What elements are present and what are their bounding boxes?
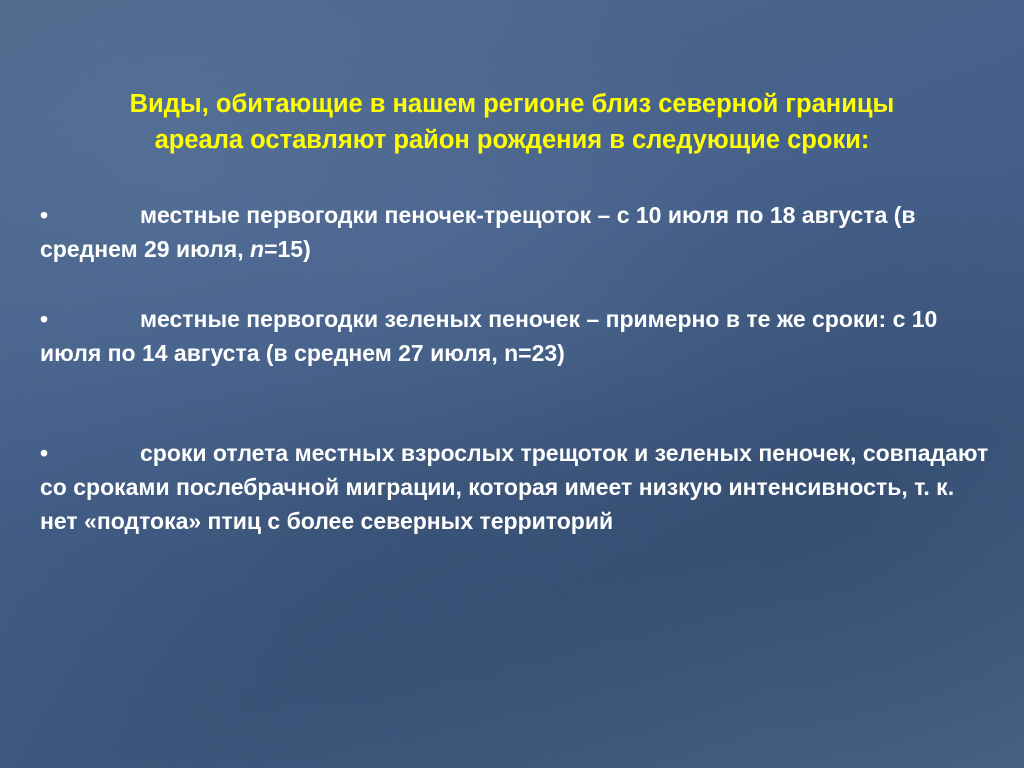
bullet-dot: •	[40, 440, 49, 466]
bullet-dot: •	[40, 306, 49, 332]
bullet-dot: •	[40, 202, 49, 228]
bullet-item-1	[40, 198, 990, 266]
bullet-text-3: сроки отлета местных взрослых трещоток и зеленых пеночек, совпадают со сроками послебрачной миграции, которая имеет низкую интенсивность, т. к. нет «подтока» птиц с более северных территорий	[40, 440, 989, 534]
bullet-item-2	[40, 302, 990, 370]
title-line-2: ареала оставляют район рождения в следующие сроки:	[154, 126, 870, 154]
bullet-text-2: местные первогодки зеленых пеночек – примерно в те же сроки: с 10 июля по 14 августа (в среднем 27 июля, n=23)	[40, 306, 938, 366]
title-line-1: Виды, обитающие в нашем регионе близ северной границы	[129, 90, 895, 118]
bullet-text-1a: местные первогодки пеночек-трещоток – с 10 июля по 18 августа (в среднем 29 июля,	[40, 202, 916, 262]
bullet-text-1b: =15)	[264, 236, 311, 262]
slide-title	[30, 86, 994, 158]
bullet-text-1-n: n	[250, 236, 265, 262]
bullet-item-3	[40, 436, 990, 538]
